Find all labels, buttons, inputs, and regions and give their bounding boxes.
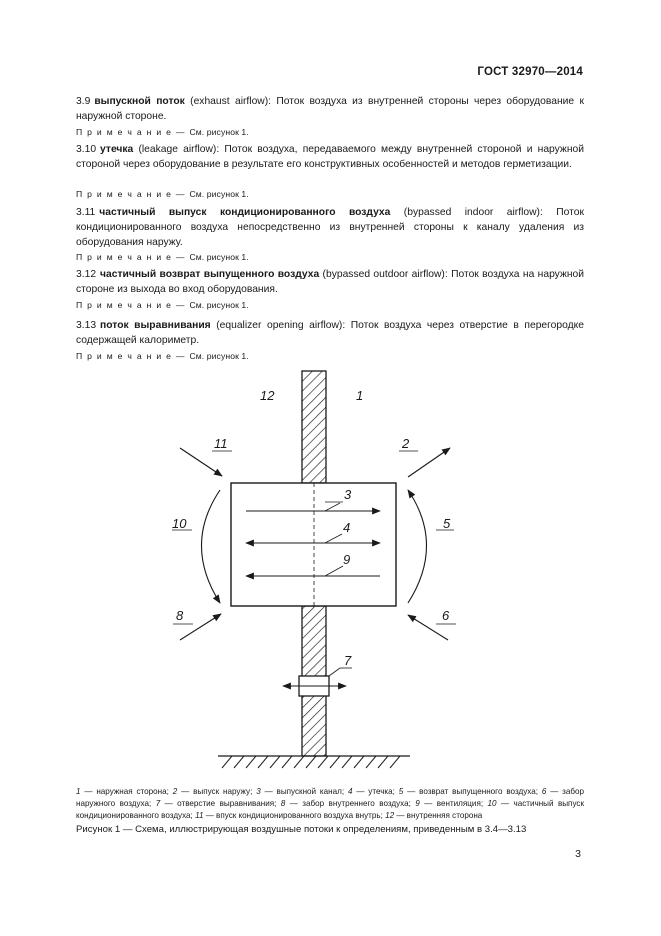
definition-number: 3.11 — [76, 207, 96, 218]
arrow-bypass-outdoor — [408, 490, 427, 603]
figure-label-6: 6 — [442, 608, 450, 623]
definition-text: (bypassed outdoor airflow): Поток воздуха на наружной стороне из выхода во вход оборудования. — [76, 269, 584, 295]
equipment-box — [231, 483, 396, 606]
arrow-intake-inside — [180, 614, 221, 640]
legend-text: — частичный выпуск кондиционированного воздуха; — [76, 799, 584, 820]
definition-text: (exhaust airflow): Поток воздуха из внутренней стороны через оборудование к наружной стороне. — [76, 96, 584, 122]
figure-label-12: 12 — [260, 388, 275, 403]
note-text: См. рисунок 1. — [189, 351, 249, 361]
note-prefix: П р и м е ч а н и е — — [76, 300, 190, 310]
figure-label-4: 4 — [343, 520, 351, 535]
note-text: См. рисунок 1. — [189, 189, 249, 199]
definition-number: 3.9 — [76, 96, 91, 107]
legend-number: 10 — [487, 799, 497, 808]
legend-number: 5 — [398, 787, 404, 796]
note-prefix: П р и м е ч а н и е — — [76, 189, 190, 199]
legend-text: — забор наружного воздуха; — [76, 787, 585, 808]
figure-label-1: 1 — [356, 388, 364, 403]
definition-text: (leakage airflow): Поток воздуха, передаваемого между внутренней стороной и наружной стороной через оборудование в результате его конструктивных особенностей и методов герметизации. — [76, 144, 584, 170]
note-text: См. рисунок 1. — [189, 300, 249, 310]
note-prefix: П р и м е ч а н и е — — [76, 351, 190, 361]
figure-label-2: 2 — [402, 436, 410, 451]
ground-line — [218, 756, 410, 768]
legend-text: — забор внутреннего воздуха; — [285, 799, 416, 808]
definition-term: частичный выпуск кондиционированного воздуха — [99, 207, 391, 218]
definition-number: 3.13 — [76, 320, 97, 331]
legend-text: — впуск кондиционированного воздуха внутрь; — [203, 811, 386, 820]
legend-text: — выпускной канал; — [260, 787, 348, 796]
legend-text: — возврат выпущенного воздуха; — [403, 787, 542, 796]
legend-text: — выпуск наружу; — [177, 787, 257, 796]
leader-line — [329, 668, 340, 676]
legend-number: 7 — [155, 799, 161, 808]
legend-number: 4 — [347, 787, 353, 796]
arrow-exhaust-outside — [408, 448, 450, 477]
note-text: См. рисунок 1. — [189, 127, 249, 137]
arrow-inlet-inside — [180, 448, 222, 476]
note-text: См. рисунок 1. — [189, 252, 249, 262]
definition-term: частичный возврат выпущенного воздуха — [100, 269, 320, 280]
figure-legend — [76, 786, 584, 822]
figure-label-10: 10 — [172, 516, 187, 531]
definition-term: утечка — [100, 144, 134, 155]
figure-label-5: 5 — [443, 516, 451, 531]
note-prefix: П р и м е ч а н и е — — [76, 252, 190, 262]
legend-text: — утечка; — [352, 787, 399, 796]
definition-number: 3.10 — [76, 144, 97, 155]
legend-number: 8 — [280, 799, 286, 808]
definition-term: выпускной поток — [94, 96, 185, 107]
legend-number: 3 — [256, 787, 261, 796]
legend-number: 2 — [172, 787, 178, 796]
arrow-bypass-indoor — [202, 490, 221, 603]
definition-text: (equalizer opening airflow): Поток воздуха через отверстие в перегородке содержащей калориметр. — [76, 320, 584, 346]
legend-number: 12 — [385, 811, 395, 820]
definition-term: поток выравнивания — [100, 320, 211, 331]
figure-label-8: 8 — [176, 608, 184, 623]
legend-text: — внутренняя сторона — [394, 811, 483, 820]
document-code: ГОСТ 32970—2014 — [477, 66, 583, 78]
legend-number: 6 — [541, 787, 547, 796]
legend-text: — отверстие выравнивания; — [160, 799, 281, 808]
legend-text: — наружная сторона; — [80, 787, 173, 796]
legend-number: 11 — [195, 811, 204, 820]
figure-label-3: 3 — [344, 487, 352, 502]
figure-label-7: 7 — [344, 653, 352, 668]
legend-number: 9 — [415, 799, 420, 808]
figure-caption: Рисунок 1 — Схема, иллюстрирующая воздушные потоки к определениям, приведенным в 3.4—3.13 — [76, 824, 527, 835]
figure-label-11: 11 — [214, 436, 228, 451]
figure-label-9: 9 — [343, 552, 351, 567]
definition-number: 3.12 — [76, 269, 97, 280]
page-number: 3 — [575, 848, 581, 860]
definition-text: (bypassed indoor airflow): Поток кондиционированного воздуха непосредственно из внутренней стороны к каналу удаления из оборудования наружу. — [76, 207, 584, 248]
legend-text: — вентиляция; — [419, 799, 488, 808]
legend-number: 1 — [76, 787, 81, 796]
note-prefix: П р и м е ч а н и е — — [76, 127, 190, 137]
